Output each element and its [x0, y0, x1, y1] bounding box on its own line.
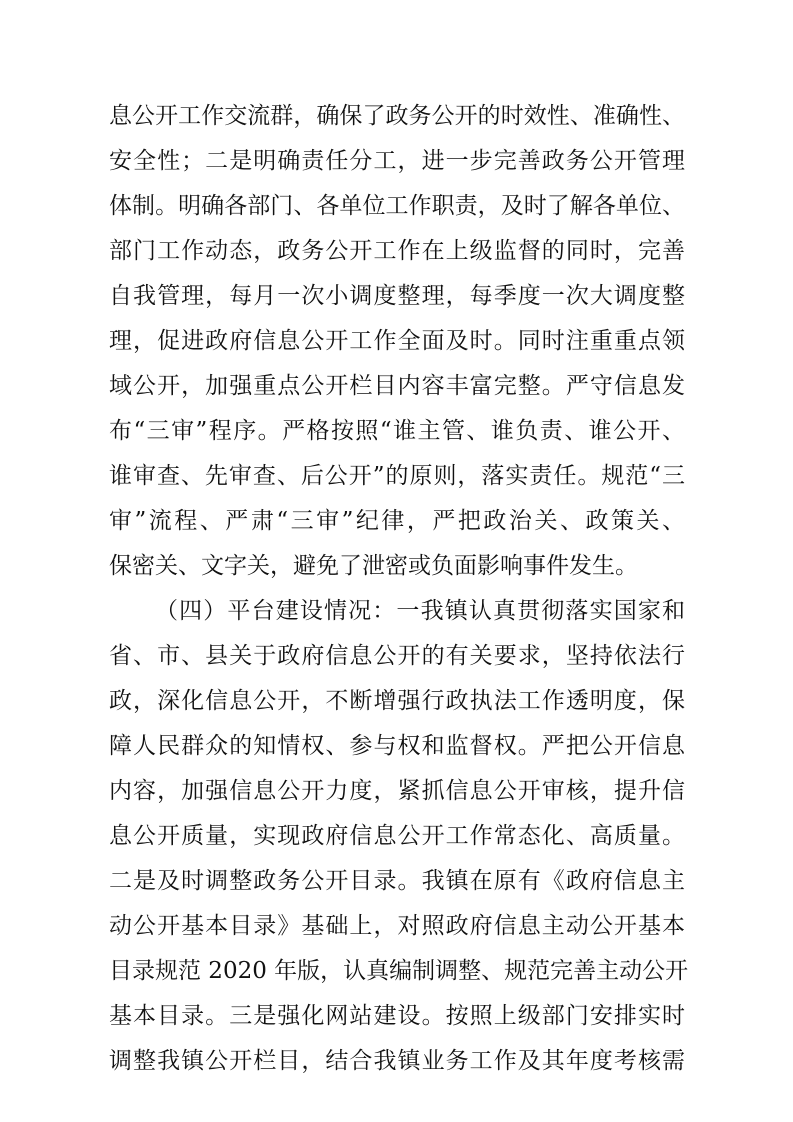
- body-text-line: 障人民群众的知情权、参与权和监督权。严把公开信息: [109, 733, 685, 759]
- body-text-line: 布“三审”程序。严格按照“谁主管、谁负责、谁公开、: [109, 418, 685, 444]
- body-text-line: 省、市、县关于政府信息公开的有关要求，坚持依法行: [109, 643, 685, 669]
- body-text-line: 部门工作动态，政务公开工作在上级监督的同时，完善: [109, 238, 685, 264]
- body-text-line: 安全性；二是明确责任分工，进一步完善政务公开管理: [109, 148, 685, 174]
- body-text-line: 息公开工作交流群，确保了政务公开的时效性、准确性、: [109, 103, 685, 129]
- body-text-line: 动公开基本目录》基础上，对照政府信息主动公开基本: [109, 913, 685, 939]
- body-text-line: 理，促进政府信息公开工作全面及时。同时注重重点领: [109, 328, 685, 354]
- body-text-line: 二是及时调整政务公开目录。我镇在原有《政府信息主: [109, 868, 685, 894]
- body-text-line: 谁审查、先审查、后公开”的原则，落实责任。规范“三: [109, 463, 685, 489]
- body-text-line: 政，深化信息公开，不断增强行政执法工作透明度，保: [109, 688, 685, 714]
- body-text-line: 域公开，加强重点公开栏目内容丰富完整。严守信息发: [109, 373, 685, 399]
- body-text-line: 目录规范 2020 年版，认真编制调整、规范完善主动公开: [109, 958, 689, 984]
- body-text-line: 体制。明确各部门、各单位工作职责，及时了解各单位、: [109, 193, 685, 219]
- body-text-line: 审”流程、严肃“三审”纪律，严把政治关、政策关、: [109, 508, 685, 534]
- body-text-line: 保密关、文字关，避免了泄密或负面影响事件发生。: [109, 553, 638, 579]
- body-text-line: 内容，加强信息公开力度，紧抓信息公开审核，提升信: [109, 778, 685, 804]
- body-text-line: 自我管理，每月一次小调度整理，每季度一次大调度整: [109, 283, 685, 309]
- body-text-line: 息公开质量，实现政府信息公开工作常态化、高质量。: [109, 823, 685, 849]
- body-text-line: 基本目录。三是强化网站建设。按照上级部门安排实时: [109, 1003, 685, 1029]
- section-heading-line: （四）平台建设情况：一我镇认真贯彻落实国家和: [155, 598, 685, 624]
- body-text-line: 调整我镇公开栏目，结合我镇业务工作及其年度考核需: [109, 1048, 685, 1074]
